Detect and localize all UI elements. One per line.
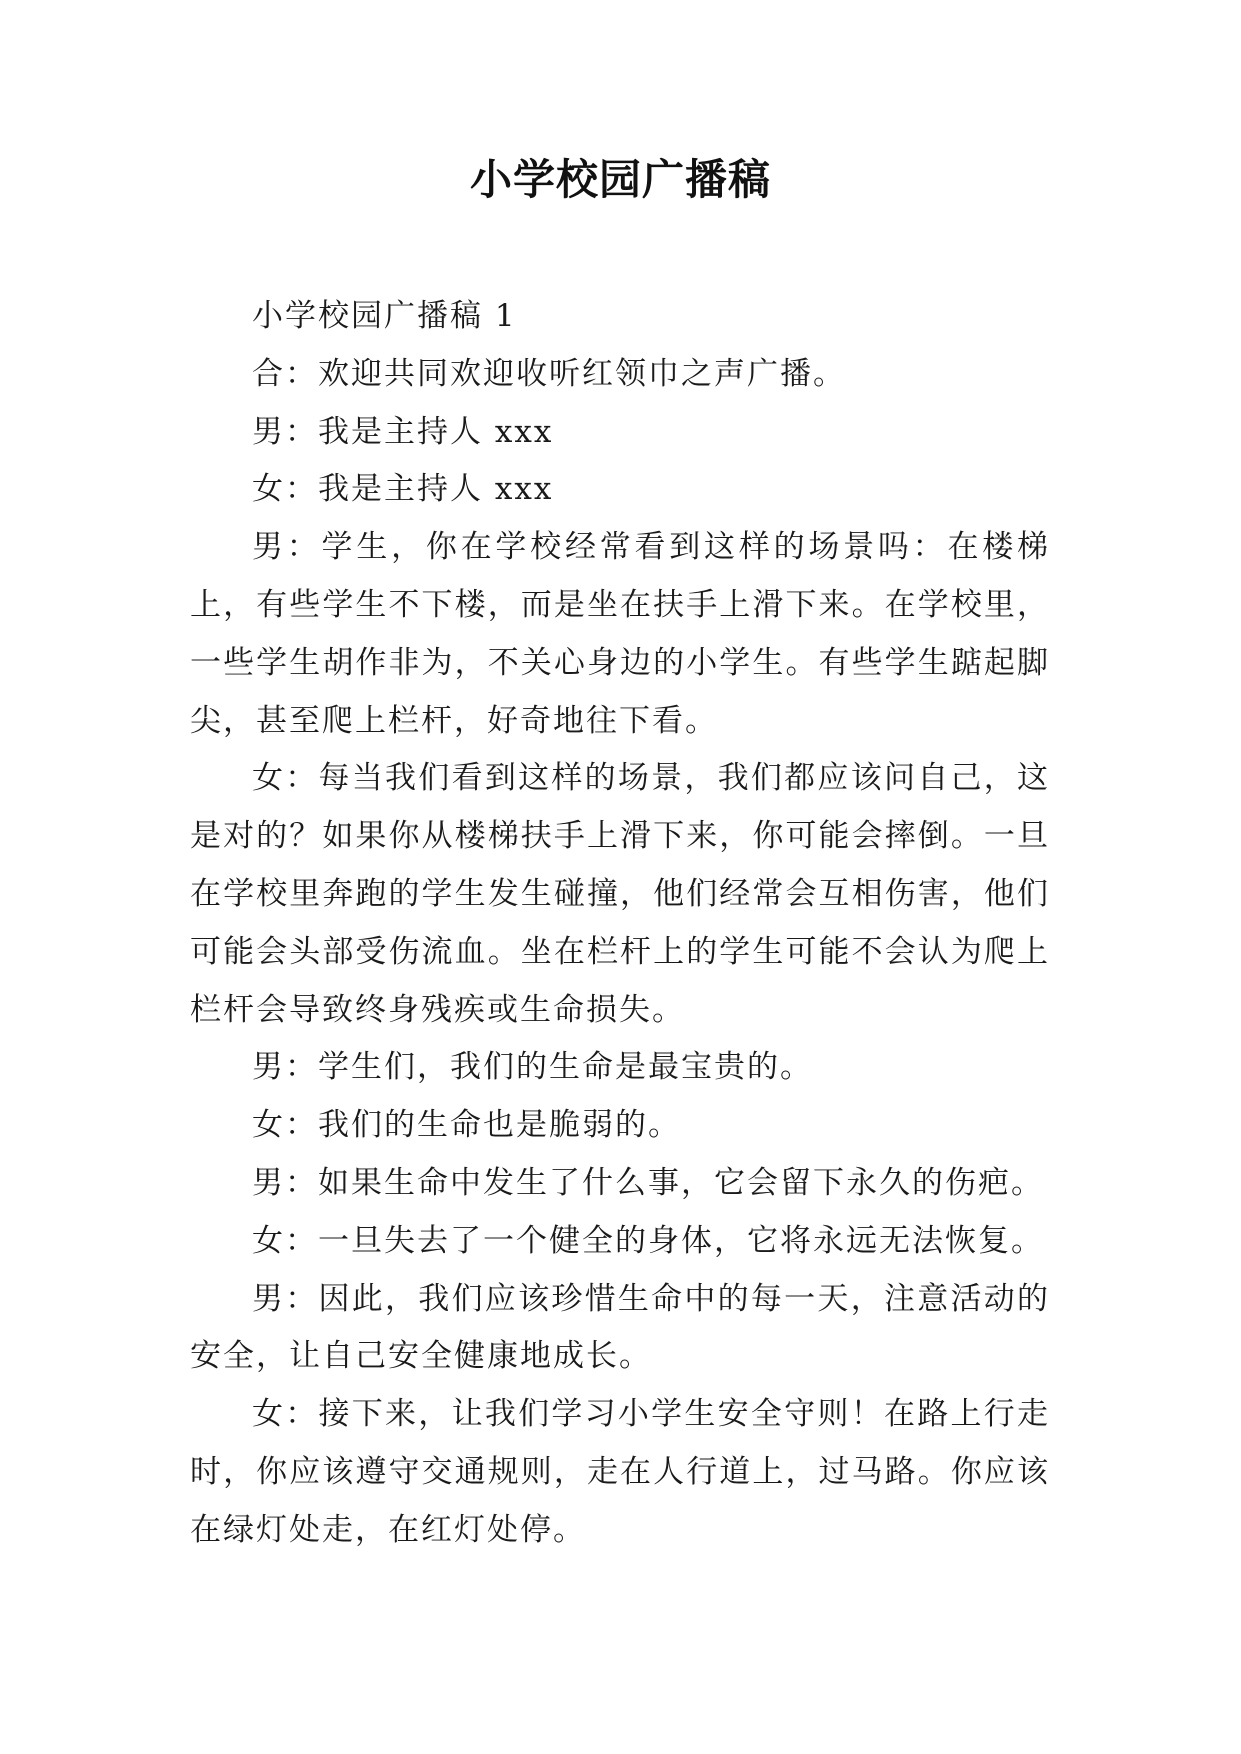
paragraph-dialogue: 女：每当我们看到这样的场景，我们都应该问自己，这是对的？如果你从楼梯扶手上滑下来，你可能会摔倒。一旦在学校里奔跑的学生发生碰撞，他们经常会互相伤害，他们可能会头部受伤流血。坐在栏杆上的学生可能不会认为爬上栏杆会导致终身残疾或生命损失。 xyxy=(190,760,1050,1028)
paragraph-dialogue: 男：因此，我们应该珍惜生命中的每一天，注意活动的安全，让自己安全健康地成长。 xyxy=(190,1280,1050,1375)
paragraph-dialogue: 男：如果生命中发生了什么事，它会留下永久的伤疤。 xyxy=(252,1164,1044,1201)
paragraph-dialogue: 女：接下来，让我们学习小学生安全守则！在路上行走时，你应该遵守交通规则，走在人行道上，过马路。你应该在绿灯处走，在红灯处停。 xyxy=(190,1396,1050,1548)
paragraph-dialogue: 男：学生们，我们的生命是最宝贵的。 xyxy=(252,1049,813,1086)
paragraph-intro: 合：欢迎共同欢迎收听红领巾之声广播。 xyxy=(252,355,846,392)
paragraph-dialogue: 男：学生，你在学校经常看到这样的场景吗：在楼梯上，有些学生不下楼，而是坐在扶手上滑下来。在学校里，一些学生胡作非为，不关心身边的小学生。有些学生踮起脚尖，甚至爬上栏杆，好奇地往下看。 xyxy=(190,529,1050,739)
paragraph-heading: 小学校园广播稿 1 xyxy=(252,298,517,334)
document-body xyxy=(190,288,1050,1560)
paragraph-host-male: 男：我是主持人 xxx xyxy=(252,413,554,450)
paragraph-dialogue: 女：一旦失去了一个健全的身体，它将永远无法恢复。 xyxy=(252,1222,1044,1259)
document-title: 小学校园广播稿 xyxy=(469,155,771,204)
paragraph-host-female: 女：我是主持人 xxx xyxy=(252,471,554,508)
paragraph-dialogue: 女：我们的生命也是脆弱的。 xyxy=(252,1107,681,1144)
